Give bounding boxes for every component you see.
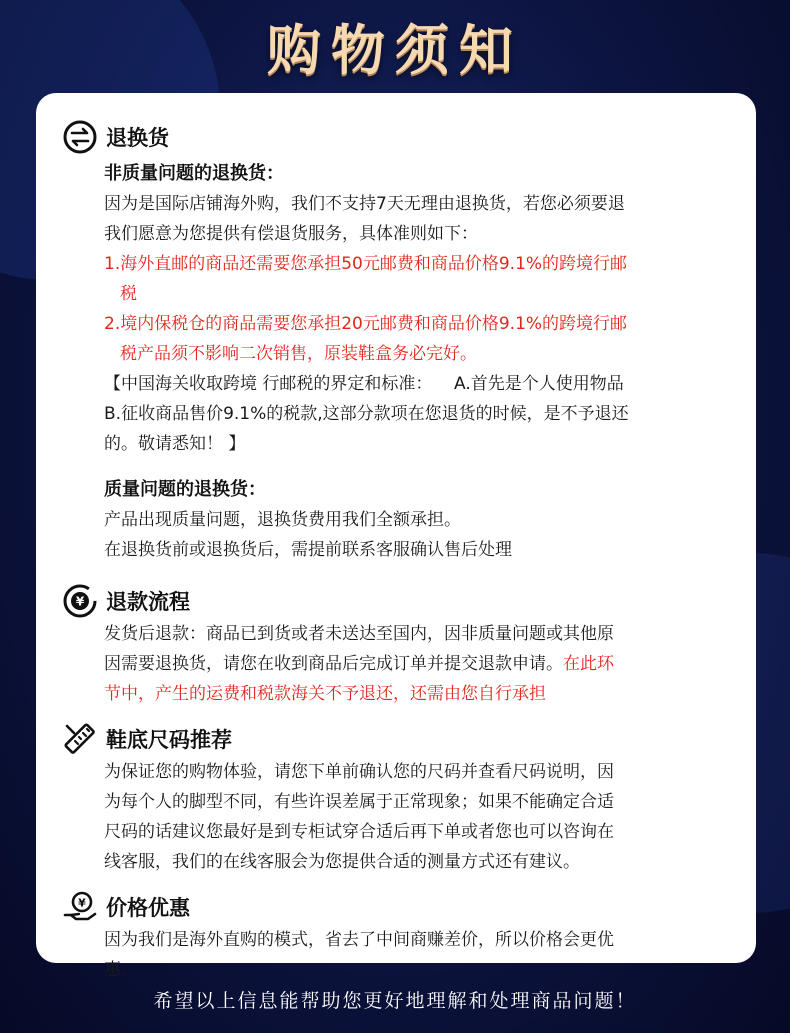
spacer: [62, 459, 730, 471]
quality-line-2: 在退换货前或退换货后，需提前联系客服确认售后处理: [104, 540, 512, 560]
section-returns-header: [62, 119, 730, 155]
notice-card: [36, 93, 756, 980]
size-line-4: 线客服，我们的在线客服会为您提供合适的测量方式还有建议。: [104, 852, 580, 872]
section-size-title: 鞋底尺码推荐: [106, 728, 232, 752]
refund-line-2: [104, 649, 730, 679]
size-line-1: 为保证您的购物体验，请您下单前确认您的尺码并查看尺码说明，因: [104, 762, 614, 782]
section-returns-title: 退换货: [106, 126, 169, 150]
section-refund-title: 退款流程: [106, 590, 190, 614]
customs-line-2: B.征收商品售价9.1%的税款,这部分款项在您退货的时候，是不予退还: [104, 404, 629, 424]
rule-1-line-1: 1.海外直邮的商品还需要您承担50元邮费和商品价格9.1%的跨境行邮: [104, 254, 628, 274]
quality-subtitle: 质量问题的退换货：: [104, 479, 266, 500]
price-line-1: 因为我们是海外直购的模式，省去了中间商赚差价，所以价格会更优: [104, 930, 614, 950]
rule-2-line-1: 2.境内保税仓的商品需要您承担20元邮费和商品价格9.1%的跨境行邮: [104, 314, 628, 334]
section-refund-header: [62, 583, 730, 619]
refund-line-2-text: 因需要退换货，请您在收到商品后完成订单并提交退款申请。: [104, 654, 563, 674]
customs-line-3: 的。敬请悉知！ 】: [104, 434, 246, 454]
size-line-2: 为每个人的脚型不同，有些许误差属于正常现象；如果不能确定合适: [104, 792, 614, 812]
price-line-2: 惠。: [104, 960, 138, 980]
footer-message: 希望以上信息能帮助您更好地理解和处理商品问题！: [153, 990, 637, 1012]
spacer: [62, 877, 730, 889]
svg-text:¥: ¥: [75, 594, 85, 609]
exchange-arrows-icon: [62, 119, 98, 155]
returns-intro-line-1: 因为是国际店铺海外购，我们不支持7天无理由退换货，若您必须要退: [104, 194, 625, 214]
section-price-title: 价格优惠: [106, 896, 190, 920]
yuan-refund-icon: [62, 583, 98, 619]
ruler-icon: [62, 721, 98, 757]
spacer: [62, 565, 730, 583]
section-size-header: [62, 721, 730, 757]
size-line-3: 尺码的话建议您最好是到专柜试穿合适后再下单或者您也可以咨询在: [104, 822, 614, 842]
section-price-header: [62, 889, 730, 925]
customs-line-1: 【中国海关收取跨境 行邮税的界定和标准： A.首先是个人使用物品: [104, 374, 624, 394]
non-quality-subtitle: 非质量问题的退换货：: [104, 163, 284, 184]
rule-1-line-2: 税: [120, 284, 137, 304]
refund-line-1: 发货后退款：商品已到货或者未送达至国内，因非质量问题或其他原: [104, 624, 614, 644]
page-title: 购物须知: [267, 19, 523, 82]
hand-coin-icon: [62, 889, 98, 925]
refund-line-2-warning: 在此环: [563, 654, 614, 674]
refund-line-3-warning: 节中，产生的运费和税款海关不予退还，还需由您自行承担: [104, 684, 546, 704]
rule-2-line-2: 税产品须不影响二次销售，原装鞋盒务必完好。: [120, 344, 477, 364]
returns-intro-line-2: 我们愿意为您提供有偿退货服务，具体准则如下：: [104, 224, 478, 244]
spacer: [62, 709, 730, 721]
svg-text:¥: ¥: [78, 896, 86, 910]
quality-line-1: 产品出现质量问题，退换货费用我们全额承担。: [104, 510, 461, 530]
